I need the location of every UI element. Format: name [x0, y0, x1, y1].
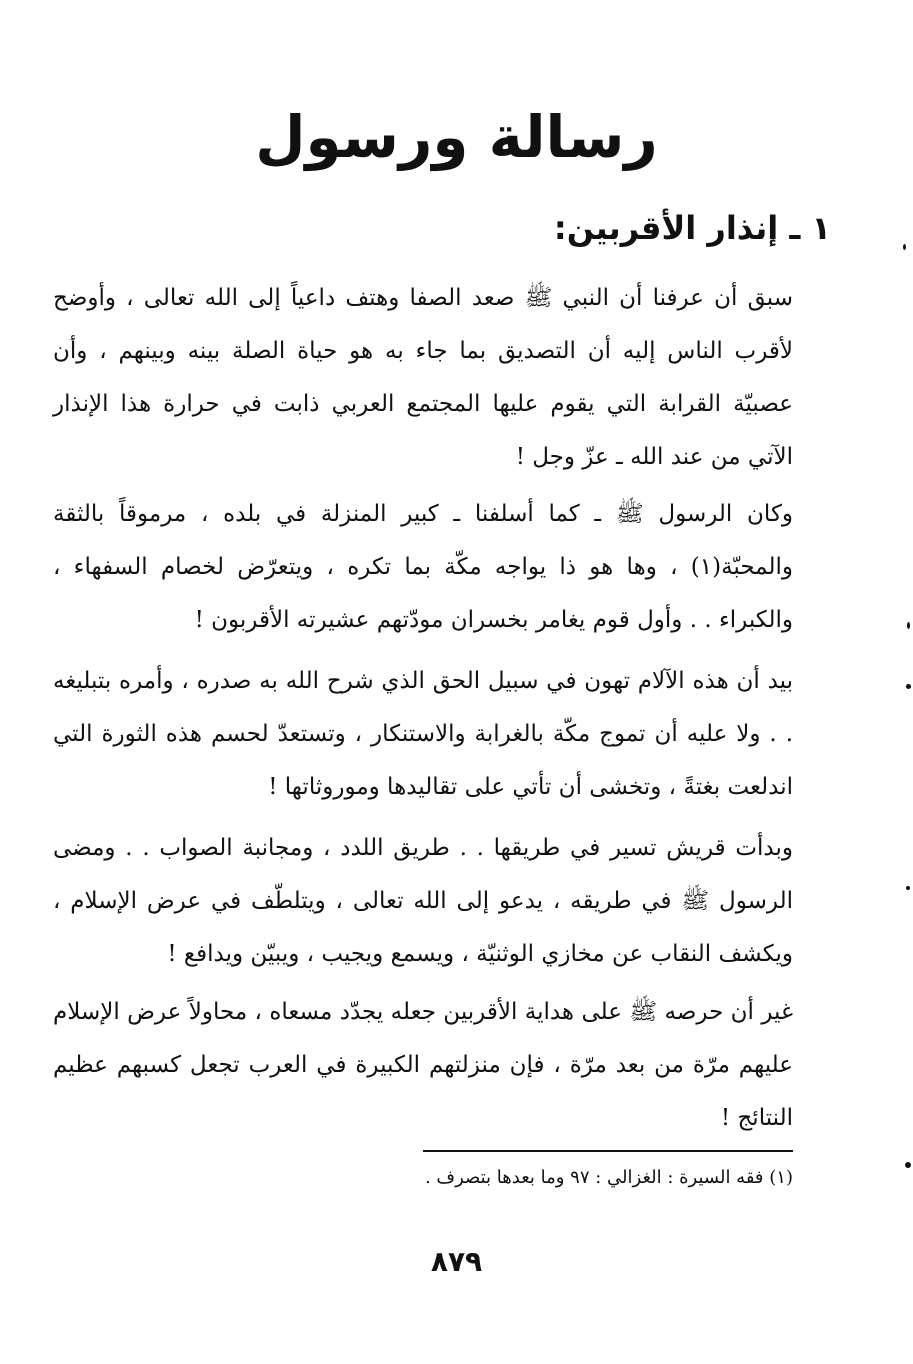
scan-speck-mark: [906, 886, 910, 890]
page-title: رسالة ورسول: [255, 103, 658, 171]
scan-speck-mark: [907, 622, 910, 629]
section-heading: ١ ـ إنذار الأقربين:: [553, 209, 831, 247]
scan-speck-mark: [903, 244, 906, 250]
scan-speck-mark: [905, 1162, 911, 1168]
paragraph-3: بيد أن هذه الآلام تهون في سبيل الحق الذي شرح الله به صدره ، وأمره بتبليغه . . ولا عليه أن تموج مكّة بالغرابة والاستنكار ، وتستعدّ لحسم هذه الثورة التي اندلعت بغتةً ، وتخشى أن تأتي على تقاليدها وموروثاتها !: [53, 668, 793, 800]
paragraph-4: وبدأت قريش تسير في طريقها . . طريق اللدد ، ومجانبة الصواب . . ومضى الرسول ﷺ في طريقه ، يدعو إلى الله تعالى ، ويتلطّف في عرض الإسلام ، ويكشف النقاب عن مخازي الوثنيّة ، ويسمع ويجيب ، ويبيّن ويدافع !: [53, 835, 793, 967]
footnote: (١) فقه السيرة : الغزالي : ٩٧ وما بعدها بتصرف .: [424, 1167, 793, 1188]
scan-speck-mark: [906, 684, 911, 689]
paragraph-2: وكان الرسول ﷺ ـ كما أسلفنا ـ كبير المنزلة في بلده ، مرموقاً بالثقة والمحبّة(١) ، وها هو ذا يواجه مكّة بما تكره ، ويتعرّض لخصام السفهاء ، والكبراء . . وأول قوم يغامر بخسران مودّتهم عشيرته الأقربون !: [53, 501, 793, 633]
paragraph-5: غير أن حرصه ﷺ على هداية الأقربين جعله يجدّد مسعاه ، محاولاً عرض الإسلام عليهم مرّة من بعد مرّة ، فإن منزلتهم الكبيرة في العرب تجعل كسبهم عظيم النتائج !: [53, 999, 793, 1131]
footnote-divider: [423, 1150, 793, 1152]
paragraph-1: سبق أن عرفنا أن النبي ﷺ صعد الصفا وهتف داعياً إلى الله تعالى ، وأوضح لأقرب الناس إليه أن التصديق بما جاء به هو حياة الصلة بينه وبينهم ، وأن عصبيّة القرابة التي يقوم عليها المجتمع العربي ذابت في حرارة هذا الإنذار الآتي من عند الله ـ عزّ وجل !: [53, 285, 793, 470]
page-number: ٨٧٩: [430, 1245, 483, 1278]
